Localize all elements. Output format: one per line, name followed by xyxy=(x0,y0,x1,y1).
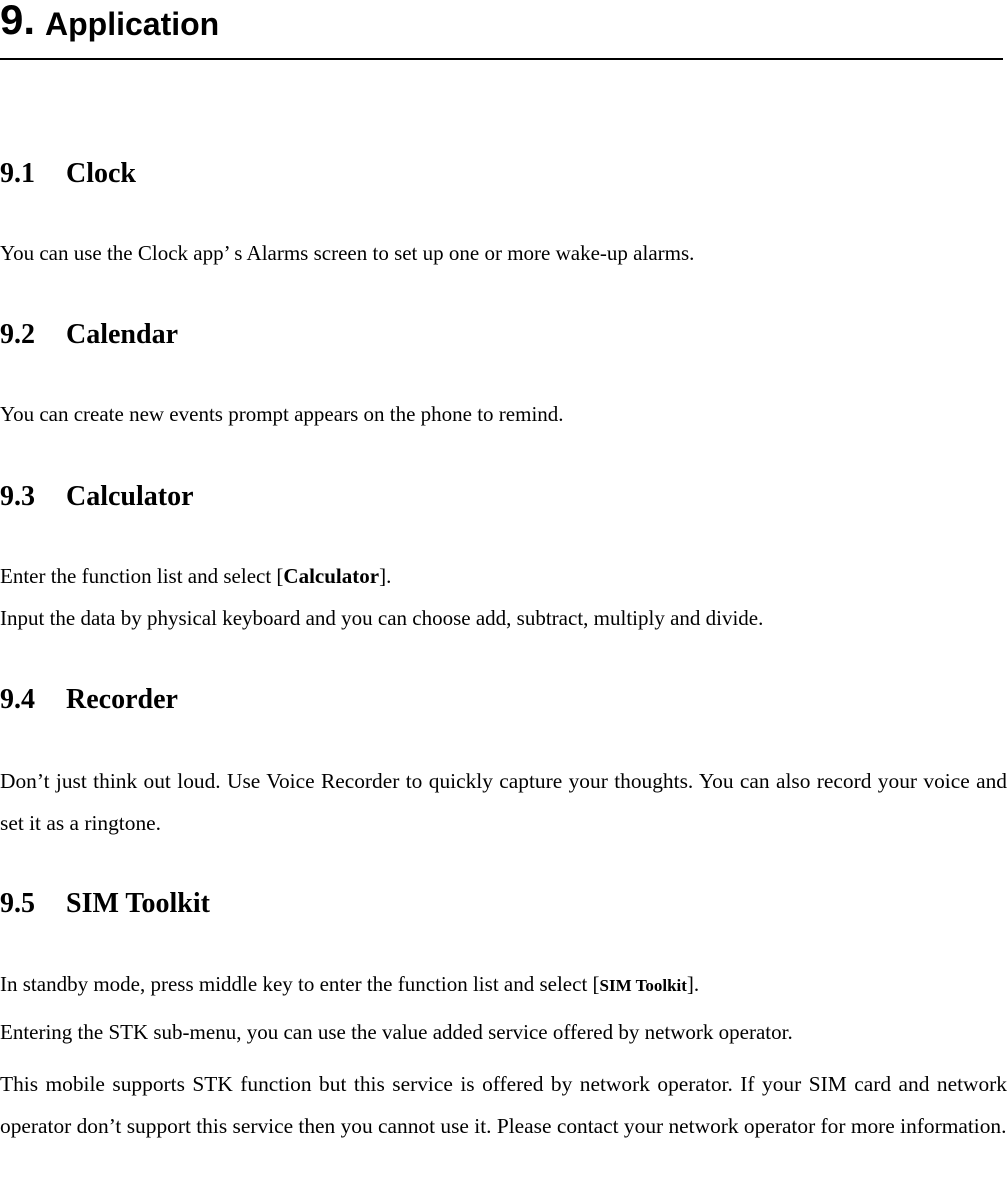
calculator-paragraph: Input the data by physical keyboard and you can choose add, subtract, multiply and divide. xyxy=(0,606,764,630)
calendar-paragraph: You can create new events prompt appears on the phone to remind. xyxy=(0,402,564,426)
sim-toolkit-menu-name: SIM Toolkit xyxy=(599,976,687,995)
chapter-title xyxy=(0,0,1003,60)
section-title: Clock xyxy=(66,158,136,189)
section-number: 9.3 xyxy=(0,481,35,512)
section-heading-calendar xyxy=(0,318,178,352)
calculator-intro xyxy=(0,563,1007,590)
calculator-intro-suffix: ]. xyxy=(379,564,392,588)
sim-toolkit-paragraph: Entering the STK sub-menu, you can use the value added service offered by network operator. xyxy=(0,1020,793,1044)
chapter-number: 9. xyxy=(0,0,36,43)
section-title: Calculator xyxy=(66,481,194,512)
section-heading-calculator xyxy=(0,480,194,514)
section-heading-sim-toolkit xyxy=(0,887,210,921)
section-number: 9.2 xyxy=(0,319,35,350)
sim-toolkit-intro xyxy=(0,971,1007,999)
chapter-title-text: Application xyxy=(45,6,220,42)
sim-toolkit-note: This mobile supports STK function but this service is offered by network operator. If your SIM card and network operator don’t support this service then you cannot use it. Please contact your network operator for more information. xyxy=(0,1072,1007,1138)
section-title: Recorder xyxy=(66,684,178,715)
sim-toolkit-intro-suffix: ]. xyxy=(686,972,700,996)
section-title: Calendar xyxy=(66,319,178,350)
section-heading-clock xyxy=(0,157,136,191)
section-heading-recorder xyxy=(0,683,178,717)
calculator-intro-prefix: Enter the function list and select [ xyxy=(0,564,284,588)
section-number: 9.4 xyxy=(0,684,35,715)
recorder-paragraph: Don’t just think out loud. Use Voice Recorder to quickly capture your thoughts. You can also record your voice and set it as a ringtone. xyxy=(0,769,1007,835)
sim-toolkit-intro-prefix: In standby mode, press middle key to enter the function list and select [ xyxy=(0,972,600,996)
clock-paragraph: You can use the Clock app’ s Alarms screen to set up one or more wake-up alarms. xyxy=(0,241,695,265)
section-number: 9.5 xyxy=(0,888,35,919)
calculator-menu-name: Calculator xyxy=(283,564,380,588)
section-number: 9.1 xyxy=(0,158,35,189)
section-title: SIM Toolkit xyxy=(66,888,210,919)
